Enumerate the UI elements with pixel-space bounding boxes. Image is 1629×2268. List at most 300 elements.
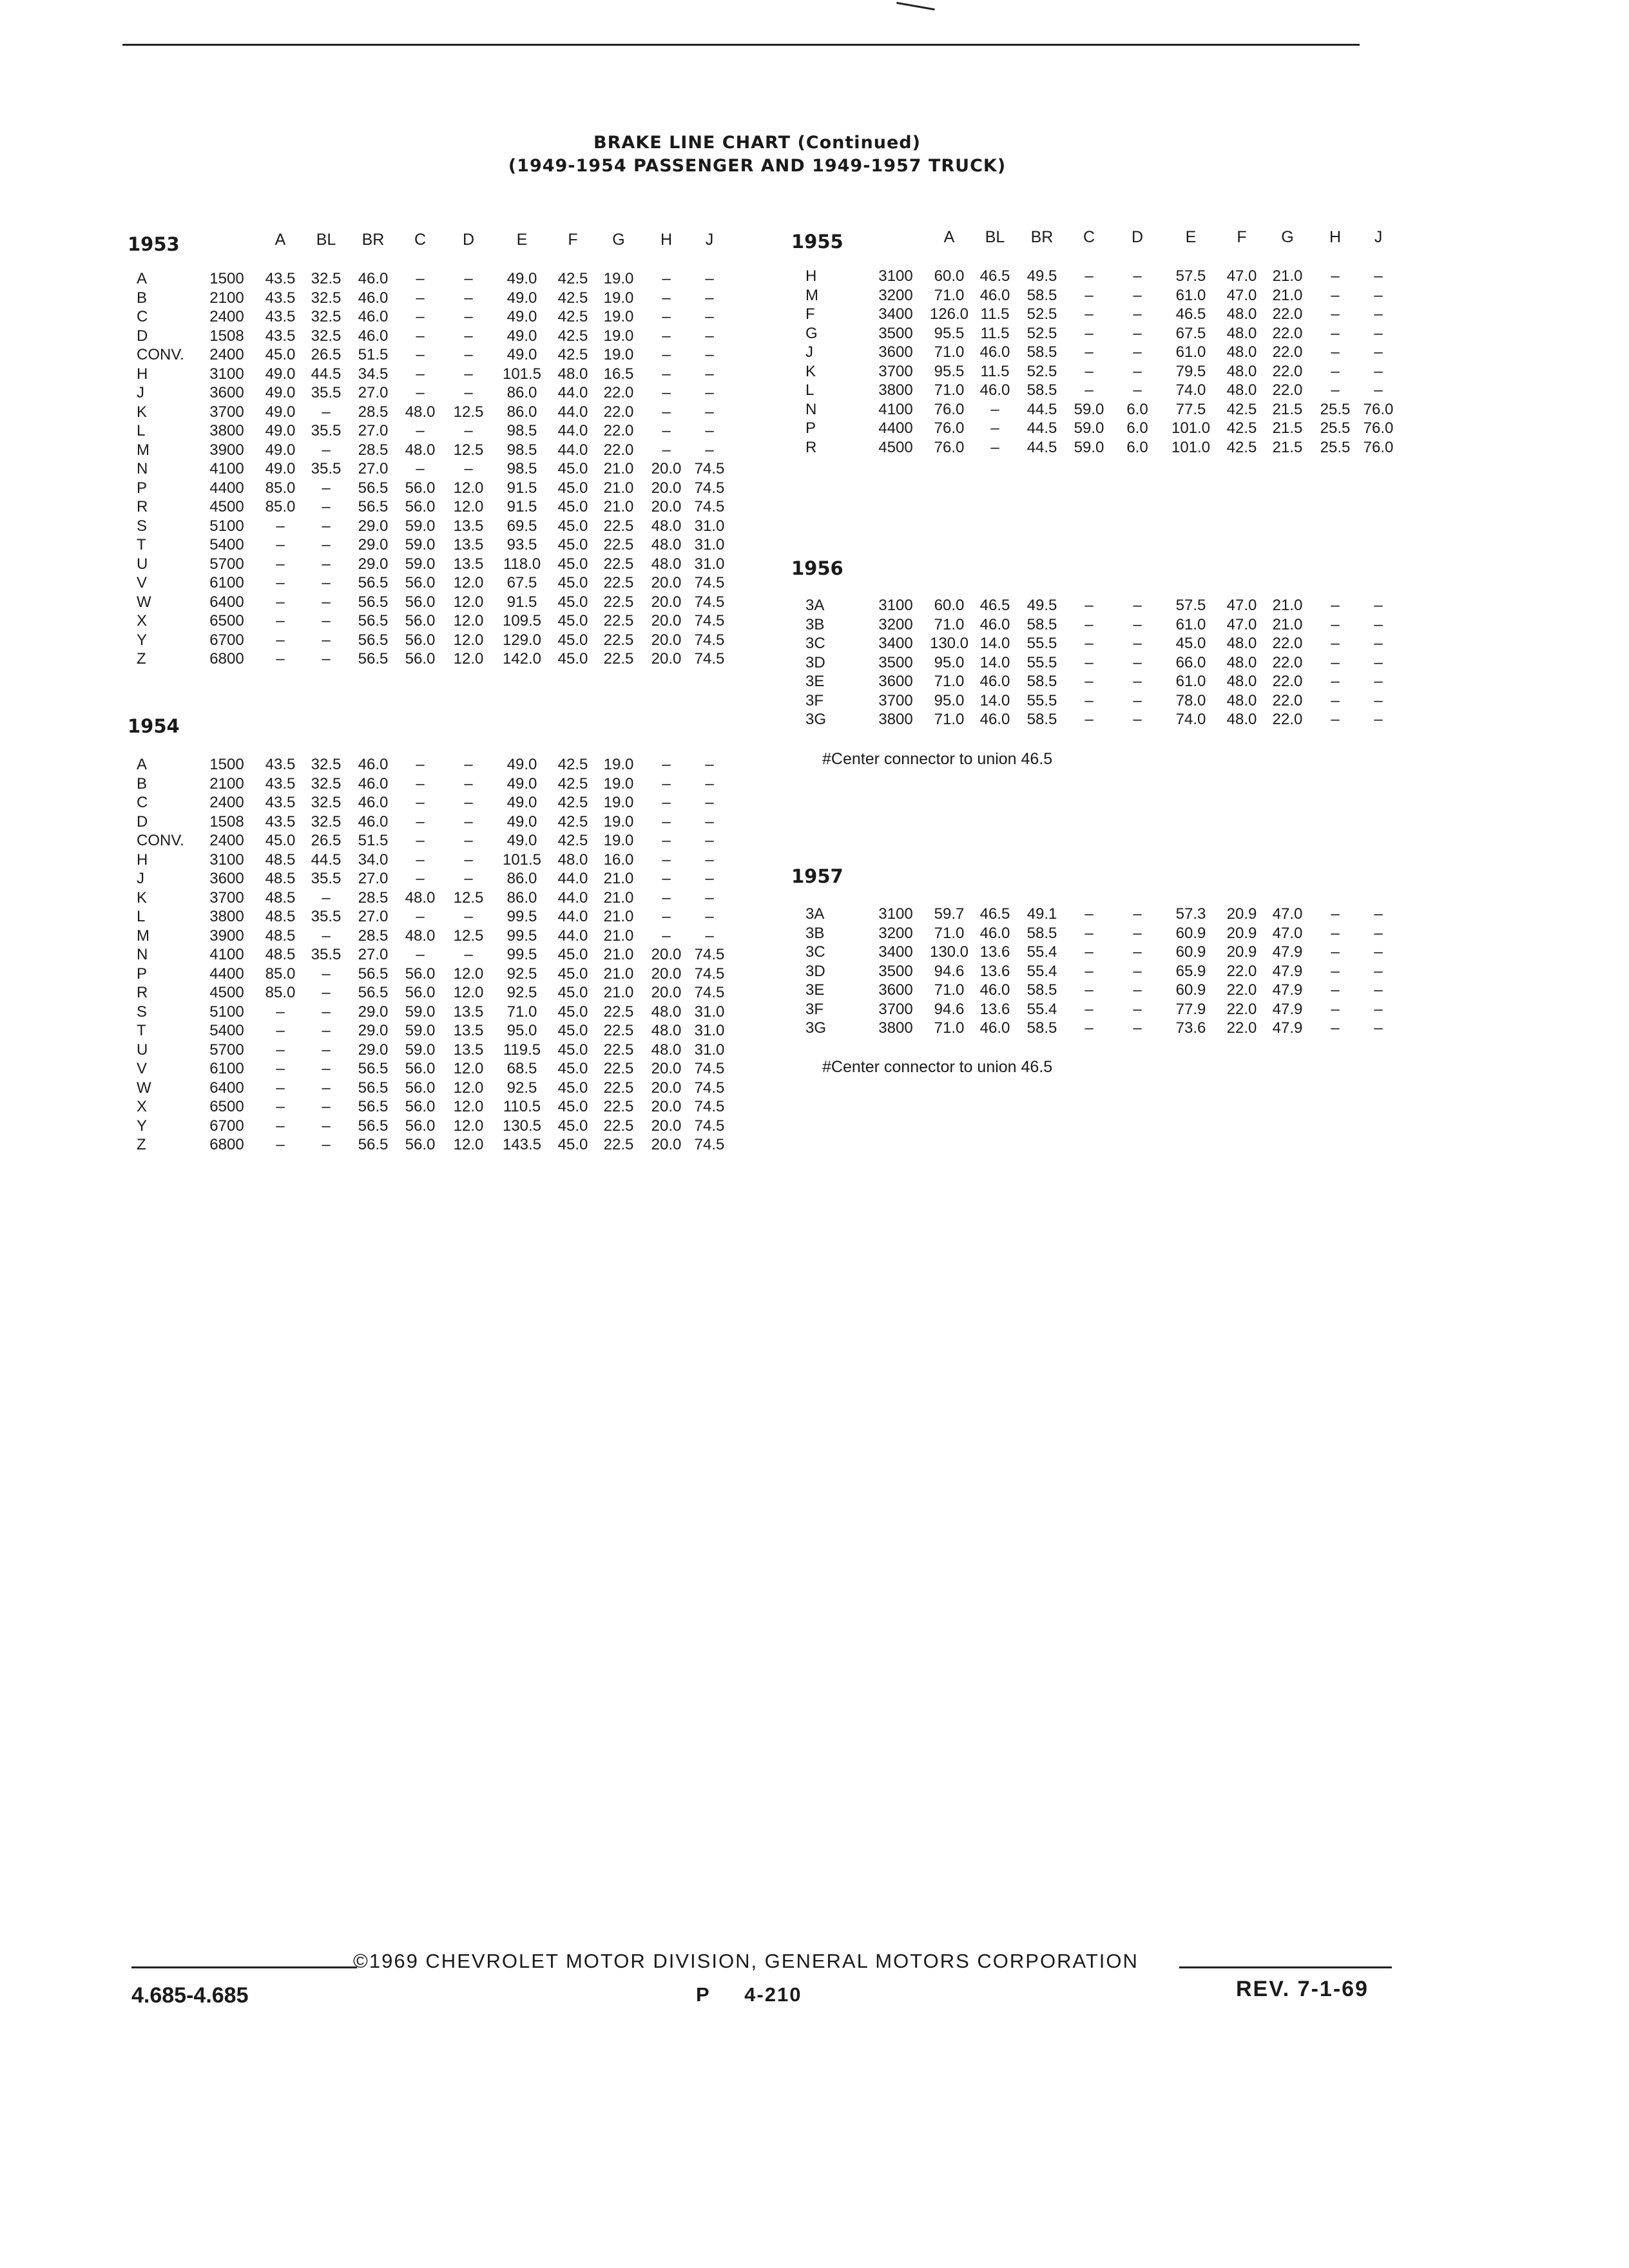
length-value: – [322, 650, 331, 668]
table-row [137, 421, 729, 441]
length-value: 76.0 [1363, 400, 1394, 418]
length-value: 32.5 [311, 327, 342, 345]
length-value: 58.5 [1027, 673, 1057, 690]
length-value: 48.0 [1226, 324, 1257, 342]
length-value: – [1331, 381, 1340, 399]
length-value: – [464, 946, 473, 963]
row-code: P [805, 419, 816, 437]
length-value: 22.5 [603, 1117, 634, 1135]
length-value: 56.0 [405, 1079, 436, 1097]
length-value: 56.5 [358, 1136, 389, 1153]
length-value: 49.0 [265, 365, 296, 383]
length-value: 130.0 [929, 943, 969, 961]
length-value: 19.0 [603, 794, 634, 811]
length-value: – [276, 650, 285, 668]
footer-code: 4.685-4.685 [131, 1983, 249, 2008]
length-value: – [1374, 597, 1383, 614]
length-value: 45.0 [557, 965, 588, 983]
length-value: 46.0 [979, 381, 1010, 399]
length-value: 22.5 [603, 555, 634, 573]
table-row [137, 889, 729, 908]
length-value: 86.0 [506, 870, 537, 887]
length-value: – [1133, 635, 1142, 652]
length-value: – [276, 1022, 285, 1039]
length-value: 58.5 [1027, 286, 1057, 304]
table-row [805, 343, 1398, 362]
length-value: 86.0 [506, 384, 537, 401]
length-value: – [464, 308, 473, 325]
length-value: – [990, 400, 999, 418]
length-value: – [416, 365, 425, 383]
length-value: – [322, 1079, 331, 1097]
length-value: 56.0 [405, 650, 436, 668]
header-row [805, 224, 1398, 250]
length-value: 14.0 [979, 635, 1010, 652]
row-code: 3F [805, 691, 824, 709]
length-value: 49.0 [265, 422, 296, 439]
length-value: 20.9 [1226, 943, 1257, 961]
length-value: 48.5 [265, 870, 296, 887]
length-value: – [705, 403, 714, 421]
length-value: 48.0 [557, 850, 588, 869]
length-value: 95.0 [934, 691, 965, 709]
length-value: 42.5 [557, 346, 588, 363]
length-value: – [1133, 673, 1142, 690]
length-value: 48.0 [651, 1041, 682, 1059]
table-row [137, 812, 729, 832]
length-value: 71.0 [506, 1003, 537, 1021]
length-value: – [705, 270, 714, 287]
length-value: – [276, 574, 285, 591]
row-code: Y [137, 1117, 148, 1135]
length-value: – [1133, 1000, 1142, 1018]
length-value: 59.0 [405, 1022, 436, 1039]
length-value: – [1374, 1000, 1383, 1018]
part-number: 5100 [209, 1003, 244, 1021]
length-value: 67.5 [1175, 324, 1206, 342]
length-value: 76.0 [1363, 419, 1394, 437]
length-value: 29.0 [358, 1022, 389, 1039]
length-value: – [1084, 305, 1094, 323]
column-header: BR [1030, 228, 1054, 246]
length-value: – [705, 794, 714, 811]
length-value: 46.0 [358, 812, 389, 831]
length-value: 74.5 [694, 1117, 725, 1135]
length-value: 98.5 [506, 422, 537, 439]
length-value: 31.0 [694, 536, 725, 553]
length-value: – [1133, 381, 1142, 399]
length-value: 95.5 [934, 362, 965, 380]
part-number: 3400 [878, 635, 913, 652]
length-value: 47.0 [1226, 615, 1257, 633]
length-value: 20.0 [651, 1136, 682, 1153]
table-row [805, 691, 1398, 711]
length-value: – [1374, 691, 1383, 709]
length-value: – [1084, 905, 1094, 923]
length-value: 74.0 [1175, 711, 1206, 728]
length-value: 28.5 [358, 927, 389, 945]
length-value: – [322, 574, 331, 591]
length-value: 12.0 [453, 612, 484, 629]
length-value: 22.5 [603, 517, 634, 535]
length-value: 95.0 [506, 1022, 537, 1039]
length-value: 45.0 [557, 1098, 588, 1115]
length-value: 32.5 [311, 812, 342, 831]
column-header: A [275, 231, 286, 249]
footer-copyright: ©1969 CHEVROLET MOTOR DIVISION, GENERAL MOTORS CORPORATION [353, 1950, 1139, 1972]
length-value: 67.5 [506, 574, 537, 591]
row-code: M [137, 927, 149, 945]
length-value: – [1374, 635, 1383, 652]
length-value: 31.0 [694, 555, 725, 573]
length-value: 71.0 [934, 981, 965, 999]
length-value: – [464, 365, 473, 383]
length-value: – [705, 384, 714, 401]
length-value: 48.0 [1226, 691, 1257, 709]
length-value: 21.0 [603, 889, 634, 907]
part-number: 4500 [209, 984, 244, 1001]
part-number: 6100 [209, 1060, 244, 1077]
length-value: 142.0 [502, 650, 542, 668]
row-code: W [137, 1079, 151, 1097]
table-row [137, 1135, 729, 1155]
length-value: 45.0 [557, 460, 588, 477]
length-value: 45.0 [557, 1117, 588, 1135]
length-value: 44.5 [1027, 400, 1057, 418]
length-value: 13.5 [453, 536, 484, 553]
length-value: – [464, 870, 473, 887]
length-value: 22.0 [1272, 635, 1303, 652]
part-number: 1508 [209, 812, 244, 831]
row-code: W [137, 593, 151, 611]
part-number: 5700 [209, 555, 244, 573]
length-value: 59.0 [1074, 438, 1104, 456]
part-number: 3200 [878, 286, 913, 304]
length-value: – [1084, 962, 1094, 980]
part-number: 1500 [209, 756, 244, 773]
length-value: 21.0 [603, 498, 634, 515]
length-value: 58.5 [1027, 381, 1057, 399]
length-value: 46.0 [358, 756, 389, 773]
length-value: 61.0 [1175, 286, 1206, 304]
length-value: 57.5 [1175, 267, 1206, 285]
table-row [137, 755, 729, 774]
length-value: 95.0 [934, 653, 965, 671]
length-value: 60.0 [934, 267, 965, 285]
length-value: – [1133, 267, 1142, 285]
row-code: B [137, 774, 148, 793]
length-value: – [1084, 324, 1094, 342]
length-value: 46.0 [979, 711, 1010, 728]
length-value: – [416, 289, 425, 307]
length-value: – [662, 927, 671, 945]
length-value: – [1331, 653, 1340, 671]
length-value: 22.0 [1272, 324, 1303, 342]
length-value: – [416, 460, 425, 477]
length-value: – [416, 384, 425, 401]
part-number: 3100 [209, 850, 244, 869]
table-row [805, 362, 1398, 381]
length-value: – [1133, 343, 1142, 361]
length-value: 46.0 [358, 289, 389, 307]
length-value: – [662, 774, 671, 793]
part-number: 4500 [878, 438, 913, 456]
length-value: 55.4 [1027, 962, 1057, 980]
length-value: 35.5 [311, 870, 342, 887]
length-value: 45.0 [557, 650, 588, 668]
length-value: 46.0 [979, 615, 1010, 633]
length-value: 49.0 [506, 270, 537, 287]
part-number: 3800 [209, 908, 244, 925]
length-value: – [1133, 905, 1142, 923]
length-value: 49.0 [265, 403, 296, 421]
table-row [137, 517, 729, 536]
length-value: 126.0 [929, 305, 969, 323]
length-value: 27.0 [358, 460, 389, 477]
length-value: 45.0 [557, 574, 588, 591]
length-value: – [662, 832, 671, 849]
length-value: – [1374, 324, 1383, 342]
row-code: R [137, 984, 148, 1001]
length-value: 56.0 [405, 498, 436, 515]
length-value: 13.5 [453, 1022, 484, 1039]
length-value: – [1374, 381, 1383, 399]
length-value: – [1084, 1000, 1094, 1018]
length-value: 49.0 [506, 308, 537, 325]
length-value: 32.5 [311, 774, 342, 793]
length-value: – [1133, 943, 1142, 961]
length-value: 20.0 [651, 1117, 682, 1135]
length-value: 55.5 [1027, 635, 1057, 652]
length-value: – [1084, 635, 1094, 652]
length-value: 74.5 [694, 1098, 725, 1115]
length-value: 74.5 [694, 984, 725, 1001]
length-value: 46.0 [358, 327, 389, 345]
length-value: 22.5 [603, 1003, 634, 1021]
length-value: – [464, 908, 473, 925]
length-value: 34.5 [358, 365, 389, 383]
table-row [137, 793, 729, 812]
table-row [805, 381, 1398, 400]
length-value: – [1331, 343, 1340, 361]
length-value: 109.5 [502, 612, 542, 629]
length-value: 56.5 [358, 593, 389, 611]
length-value: 49.0 [506, 812, 537, 831]
row-code: 3E [805, 981, 825, 999]
length-value: – [464, 327, 473, 345]
length-value: 85.0 [265, 984, 296, 1001]
length-value: – [1084, 691, 1094, 709]
row-code: J [805, 343, 813, 361]
length-value: 95.5 [934, 324, 965, 342]
length-value: 22.0 [1226, 1000, 1257, 1018]
part-number: 2100 [209, 774, 244, 793]
length-value: 20.0 [651, 498, 682, 515]
length-value: 22.5 [603, 650, 634, 668]
table-row [805, 905, 1398, 924]
length-value: 101.5 [502, 365, 542, 383]
length-value: – [705, 346, 714, 363]
length-value: – [1331, 673, 1340, 690]
length-value: – [1133, 362, 1142, 380]
length-value: 19.0 [603, 346, 634, 363]
row-code: A [137, 270, 148, 287]
length-value: 21.0 [1272, 597, 1303, 614]
part-number: 3600 [878, 343, 913, 361]
part-number: 3500 [878, 962, 913, 980]
part-number: 3900 [209, 441, 244, 459]
length-value: 20.0 [651, 1060, 682, 1077]
length-value: – [662, 850, 671, 869]
length-value: 35.5 [311, 384, 342, 401]
length-value: 21.0 [603, 870, 634, 887]
length-value: 58.5 [1027, 343, 1057, 361]
table-row [137, 307, 729, 327]
length-value: 48.0 [405, 889, 436, 907]
footer-rule-left [131, 1966, 357, 1968]
length-value: 22.0 [1226, 981, 1257, 999]
length-value: 48.0 [1226, 305, 1257, 323]
column-header: G [612, 231, 625, 249]
table-row [137, 383, 729, 403]
length-value: 42.5 [1226, 419, 1257, 437]
table-row [137, 631, 729, 650]
table-row [137, 365, 729, 384]
length-value: 22.0 [1272, 381, 1303, 399]
table-row [805, 924, 1398, 943]
length-value: – [1374, 905, 1383, 923]
part-number: 5700 [209, 1041, 244, 1059]
year-label-1957: 1957 [791, 865, 843, 887]
length-value: 99.5 [506, 946, 537, 963]
brake-table-1954 [137, 755, 729, 1155]
column-header: J [705, 231, 714, 249]
table-row [805, 1019, 1398, 1038]
length-value: 48.0 [405, 403, 436, 421]
year-label-1956: 1956 [791, 557, 843, 579]
length-value: 20.9 [1226, 905, 1257, 923]
table-row [137, 535, 729, 555]
length-value: 19.0 [603, 308, 634, 325]
length-value: 46.0 [358, 774, 389, 793]
length-value: 59.7 [934, 905, 965, 923]
table-row [137, 774, 729, 794]
length-value: 21.0 [603, 965, 634, 983]
length-value: 32.5 [311, 756, 342, 773]
column-header: C [414, 231, 427, 249]
part-number: 4400 [209, 965, 244, 983]
table-row [137, 1079, 729, 1098]
footer-rule-right [1179, 1966, 1392, 1968]
length-value: – [662, 756, 671, 773]
row-code: C [137, 794, 148, 811]
length-value: – [322, 984, 331, 1001]
length-value: – [1374, 286, 1383, 304]
row-code: R [805, 438, 817, 456]
length-value: – [705, 870, 714, 887]
length-value: – [276, 1060, 285, 1077]
row-code: 3C [805, 943, 825, 961]
length-value: 16.0 [603, 850, 634, 869]
length-value: 28.5 [358, 889, 389, 907]
length-value: 49.0 [506, 774, 537, 793]
length-value: 51.5 [358, 346, 389, 363]
row-code: 3G [805, 711, 827, 728]
length-value: 56.5 [358, 479, 389, 497]
chart-subtitle: (1949-1954 PASSENGER AND 1949-1957 TRUCK) [508, 156, 1007, 176]
length-value: 45.0 [557, 612, 588, 629]
length-value: 94.6 [934, 1000, 965, 1018]
length-value: 49.0 [506, 794, 537, 811]
table-row [137, 345, 729, 365]
part-number: 6100 [209, 574, 244, 591]
length-value: 21.0 [1272, 615, 1303, 633]
length-value: 22.0 [1272, 691, 1303, 709]
length-value: – [1084, 673, 1094, 690]
table-row [137, 927, 729, 946]
table-row [137, 965, 729, 984]
length-value: – [1331, 1019, 1340, 1037]
length-value: 32.5 [311, 289, 342, 307]
length-value: 86.0 [506, 889, 537, 907]
length-value: 25.5 [1320, 400, 1351, 418]
length-value: 71.0 [934, 924, 965, 942]
table-row [805, 943, 1398, 962]
length-value: 12.0 [453, 650, 484, 668]
length-value: 56.5 [358, 498, 389, 515]
length-value: – [1133, 691, 1142, 709]
length-value: 59.0 [405, 517, 436, 535]
part-number: 3800 [878, 1019, 913, 1037]
length-value: 22.0 [1272, 653, 1303, 671]
table-row [137, 269, 729, 289]
length-value: 57.3 [1175, 905, 1206, 923]
row-code: L [137, 908, 146, 925]
length-value: 49.0 [506, 346, 537, 363]
length-value: – [1331, 615, 1340, 633]
length-value: 19.0 [603, 327, 634, 345]
length-value: 79.5 [1175, 362, 1206, 380]
length-value: 85.0 [265, 965, 296, 983]
length-value: 110.5 [503, 1098, 541, 1115]
length-value: 45.0 [557, 536, 588, 553]
length-value: – [322, 1117, 331, 1135]
row-code: N [805, 400, 817, 418]
length-value: 34.0 [358, 850, 389, 869]
length-value: – [1374, 924, 1383, 942]
length-value: 58.5 [1027, 981, 1057, 999]
length-value: – [705, 327, 714, 345]
length-value: 56.0 [405, 479, 436, 497]
length-value: 45.0 [557, 1003, 588, 1021]
length-value: – [662, 812, 671, 831]
length-value: – [1374, 981, 1383, 999]
length-value: 46.5 [979, 267, 1010, 285]
row-code: 3A [805, 597, 825, 614]
row-code: K [137, 889, 148, 907]
length-value: 46.5 [979, 905, 1010, 923]
length-value: – [1331, 711, 1340, 728]
length-value: 59.0 [405, 555, 436, 573]
length-value: – [416, 346, 425, 363]
length-value: 6.0 [1126, 419, 1148, 437]
length-value: 12.5 [453, 403, 484, 421]
length-value: – [662, 270, 671, 287]
table-row [137, 289, 729, 308]
length-value: – [1374, 1019, 1383, 1037]
column-header: H [1329, 228, 1342, 246]
length-value: – [1084, 267, 1094, 285]
